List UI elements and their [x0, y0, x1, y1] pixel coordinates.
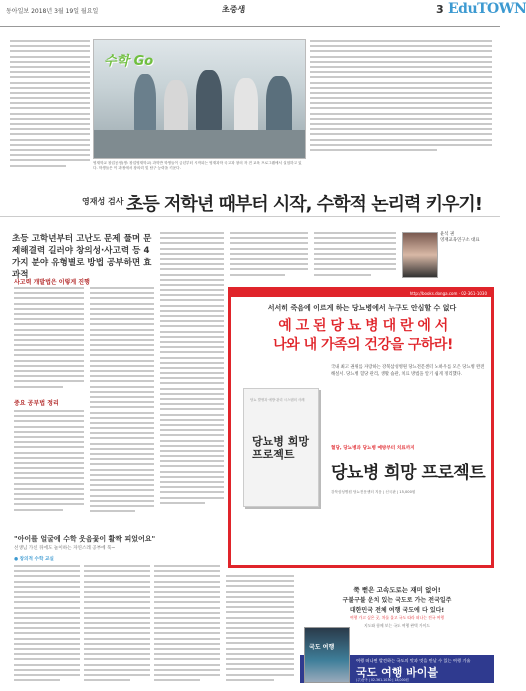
section-title: 초중생	[222, 5, 246, 14]
headline-kicker: 영재성 검사	[82, 197, 124, 206]
book-cover-title: 당뇨병 희망 프로젝트	[252, 435, 309, 461]
article-col-3	[160, 232, 224, 519]
travel-ad-line-4: 여행 가고 싶은 곳, 차를 몰고 국도 따라 떠나는 전국 여행	[350, 615, 444, 620]
ad-tagline: 서서히 죽음에 이르게 하는 당뇨병에서 누구도 안심할 수 없다	[267, 304, 457, 312]
sidebar-box-heading: ● 창의적 수학 교실	[14, 557, 54, 562]
author-photo	[402, 232, 438, 278]
section-heading-2: 중요 공부법 정리	[14, 400, 59, 407]
author-name: 윤석 권	[440, 232, 455, 237]
article-col-4	[230, 232, 308, 282]
travel-ad-line-3: 대한민국 전체 여행 국도에 다 있다!	[349, 607, 445, 614]
subheadline: 초등 고학년부터 고난도 문제 풀며 문제해결력 길러야 창의성·사고력 등 4가지 분야 유형별로 방법 공부하면 효과적	[12, 234, 152, 280]
sidebar-col-2	[84, 565, 150, 685]
photo-caption: 영재학교 창업공정(생: 창업영재학교) 과학반 학생들이 금년부터 시작되는 영재과학 국고과 창의 자 전 교육 프로그램에서 실험하고 있다. 학생들은 이 과정에서 창의력 및 탐구 능력을 키운다.	[93, 161, 302, 170]
travel-ad-line-1: 쭉 뻗은 고속도로는 재미 없어!	[353, 586, 441, 594]
travel-ad-line-5: 지도와 함께 보는 국도 여행 완벽 가이드	[364, 623, 430, 628]
ad-publisher: 강북삼성병원 당뇨전문센터 지음 | 신국판 | 15,000원	[331, 490, 416, 494]
travel-ad-footer-sub: 여행 떠나면 발견하는 국도의 맛과 멋을 만날 수 있는 여행 기술	[356, 658, 471, 663]
sidebar-article-title	[14, 534, 219, 554]
ad-headline-2: 나와 내 가족의 건강을 구하라!	[273, 337, 453, 353]
book-cover	[243, 388, 319, 507]
travel-book-ad	[300, 583, 494, 685]
headline	[0, 186, 500, 217]
quote-title: "아이를 얼굴에 수학 웃음꽃이 활짝 피었어요"	[14, 535, 156, 543]
ad-headline-1: 예 고 된 당 뇨 병 대 란 에 서	[278, 318, 448, 334]
intro-text-right	[310, 40, 492, 158]
book-advertisement	[228, 287, 494, 568]
article-col-1	[14, 287, 84, 395]
travel-book-cover	[304, 627, 350, 683]
article-col-2	[90, 287, 154, 519]
quote-subtitle: 선생님 가신 뒤에도 놀이하는 자연스레 공부에 푹~	[14, 546, 116, 551]
book-series: 당뇨 발생과 예방·관리 시스템의 사례	[250, 398, 305, 402]
page-header	[0, 0, 526, 27]
sidebar-col-3	[154, 565, 220, 685]
travel-ad-footer-info: (주)동아 | 02-361-1030 | 18,000원	[356, 678, 409, 682]
section-heading-1: 사고력 개발법은 이렇게 진행	[14, 279, 90, 286]
publication-info: 동아일보 2018년 3월 19일 월요일	[6, 8, 99, 15]
author-title: 영재교육연구소 대표	[440, 238, 480, 243]
travel-ad-line-2: 구불구불 운치 있는 국도로 가는 전국일주	[342, 597, 452, 604]
author-info	[440, 232, 494, 244]
page-number: 3	[436, 3, 444, 16]
ad-top-bar: http://books.donga.com · 02-361-1030	[231, 290, 491, 297]
edutown-logo: EduTOWN	[448, 1, 526, 17]
article-col-1b	[14, 410, 84, 520]
photo-logo: 수학 Go	[104, 54, 154, 69]
article-col-5	[314, 232, 396, 282]
travel-book-cover-title: 국도 여행	[309, 644, 335, 651]
headline-title: 초등 저학년 때부터 시작, 수학적 논리력 키우기!	[126, 194, 483, 215]
sidebar-box-label: 창의적 수학 교실	[19, 557, 54, 562]
sidebar-col-1	[14, 565, 80, 685]
intro-text-left	[10, 40, 90, 180]
ad-description: 국내 최고 권위를 자랑하는 강북삼성병원 당뇨전문센터 노하우를 모은 당뇨병 완전 해설서. 당뇨병 혈당 관리, 생활 습관, 치료 방법을 알기 쉽게 정리했다.	[331, 365, 485, 377]
ad-book-title: 당뇨병 희망 프로젝트	[331, 463, 486, 483]
travel-ad-footer-title: 국도 여행 바이블	[356, 666, 439, 679]
students-photo	[93, 39, 306, 159]
ad-subtitle: 혈당, 당뇨병과 당뇨병 예방부터 치료까지	[331, 446, 415, 451]
sidebar-col-4	[226, 575, 294, 685]
